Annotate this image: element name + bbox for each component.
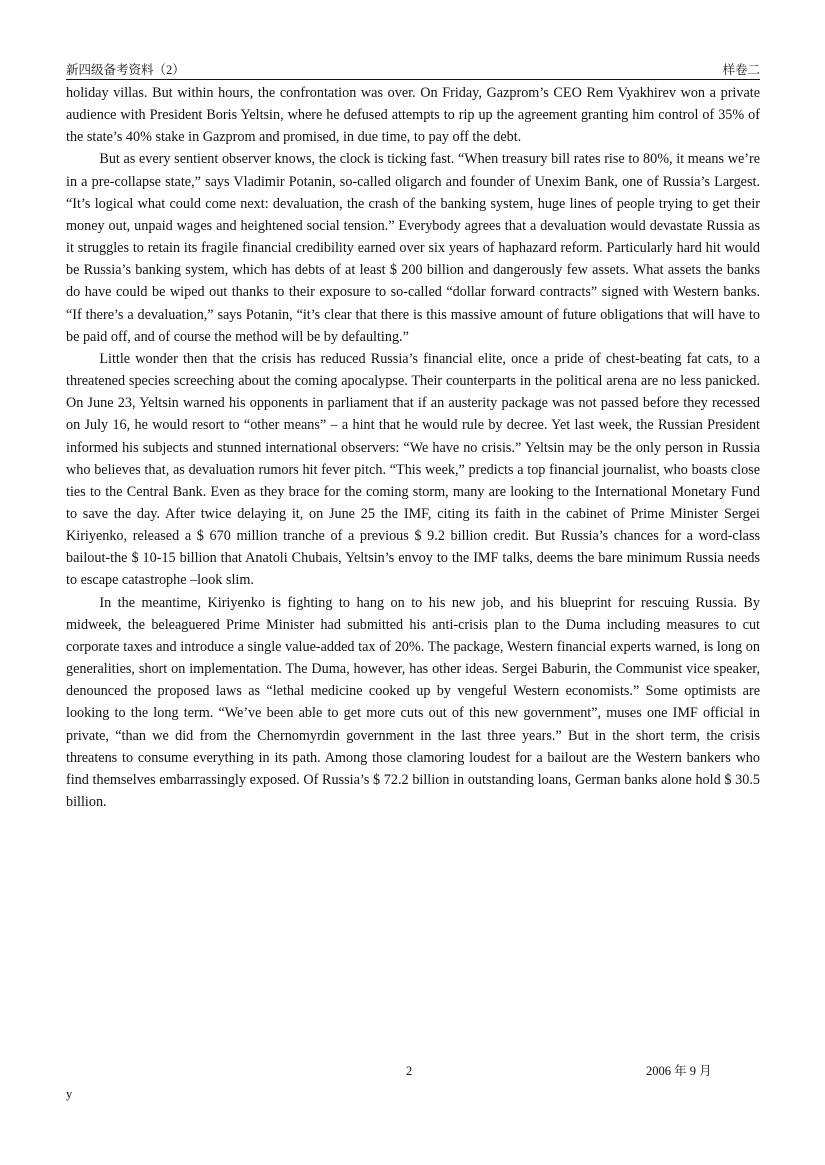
- running-header: [66, 62, 760, 80]
- paragraph-1: holiday villas. But within hours, the confrontation was over. On Friday, Gazprom’s CEO Rem Vyakhirev won a private audience with President Boris Yeltsin, where he defused attempts to rip up the agreement granting him control of 35% of the state’s 40% stake in Gazprom and promised, in due time, to pay off the debt.: [66, 85, 760, 146]
- body-text: [66, 82, 760, 813]
- paragraph-3: Little wonder then that the crisis has reduced Russia’s financial elite, once a pride of chest-beating fat cats, to a threatened species screeching about the coming apocalypse. Their counterparts in the political arena are no less panicked. On June 23, Yeltsin warned his opponents in parliament that if an austerity package was not passed before they recessed on July 16, he would resort to “other means” – a hint that he would rule by decree. Yet last week, the Russian President informed his subjects and stunned international observers: “We have no crisis.” Yeltsin may be the only person in Russia who believes that, as devaluation rumors hit fever pitch. “This week,” predicts a top financial journalist, who boasts close ties to the Central Bank. Even as they brace for the coming storm, many are looking to the International Monetary Fund to save the day. After twice delaying it, on June 25 the IMF, citing its faith in the cabinet of Prime Minister Sergei Kiriyenko, released a $ 670 million tranche of a previous $ 9.2 billion credit. But Russia’s chances for a word-class bailout-the $ 10-15 billion that Anatoli Chubais, Yeltsin’s envoy to the IMF talks, deems the bare minimum Russia needs to escape catastrophe –look slim.: [66, 350, 760, 589]
- header-title: 新四级备考资料（2）: [66, 63, 185, 77]
- paragraph-4: In the meantime, Kiriyenko is fighting to hang on to his new job, and his blueprint for rescuing Russia. By midweek, the beleaguered Prime Minister had submitted his anti-crisis plan to the Duma including measures to cut corporate taxes and introduce a single value-added tax of 20%. The package, Western financial experts warned, is long on generalities, short on implementation. The Duma, however, has other ideas. Sergei Baburin, the Communist vice speaker, denounced the proposed laws as “lethal medicine cooked up by vengeful Western economists.” Some optimists are looking to the long term. “We’ve been able to get more cuts out of this new government”, muses one IMF official in private, “than we did from the Chernomyrdin government in the last three years.” But in the short term, the crisis threatens to consume everything in its path. Among those clamoring loudest for a bailout are the Western bankers who find themselves embarrassingly exposed. Of Russia’s $ 72.2 billion in outstanding loans, German banks alone hold $ 30.5 billion.: [66, 594, 760, 810]
- document-page: [66, 62, 760, 813]
- page-number: 2: [406, 1064, 413, 1078]
- footer-date: 2006 年 9 月: [646, 1064, 712, 1078]
- page-footer: [66, 1062, 760, 1080]
- stray-mark: y: [66, 1087, 73, 1101]
- header-section: 样卷二: [722, 63, 760, 77]
- paragraph-2: But as every sentient observer knows, the clock is ticking fast. “When treasury bill rates rise to 80%, it means we’re in a pre-collapse state,” says Vladimir Potanin, so-called oligarch and founder of Unexim Bank, one of Russia’s Largest. “It’s logical what could come next: devaluation, the crash of the banking system, huge lines of people trying to get their money out, unpaid wages and heightened social tension.” Everybody agrees that a devaluation would devastate Russia as it struggles to retain its fragile financial credibility earned over six years of haphazard reform. Particularly hard hit would be Russia’s banking system, which has debts of at least $ 200 billion and dangerously few assets. What assets the banks do have could be wiped out thanks to their exposure to so-called “dollar forward contracts” signed with Western banks. “If there’s a devaluation,” says Potanin, “it’s clear that there is this massive amount of future obligations that will have to be paid off, and of course the method will be by defaulting.”: [66, 151, 760, 345]
